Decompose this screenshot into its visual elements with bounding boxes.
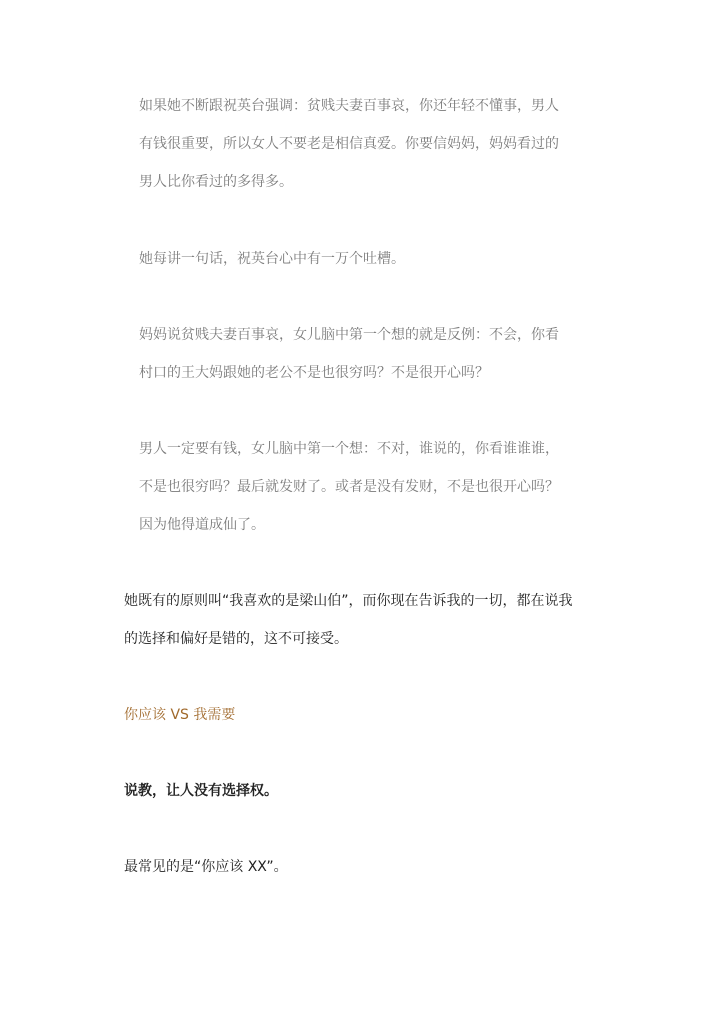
bold-statement: 说教，让人没有选择权。 — [124, 783, 278, 799]
text-line: 不是也很穷吗？最后就发财了。或者是没有发财，不是也很开心吗？ — [139, 479, 559, 495]
text-line: 男人一定要有钱，女儿脑中第一个想：不对，谁说的，你看谁谁谁， — [139, 441, 559, 457]
text-line: 村口的王大妈跟她的老公不是也很穷吗？不是很开心吗？ — [139, 365, 489, 381]
text-line: 如果她不断跟祝英台强调：贫贱夫妻百事哀，你还年轻不懂事，男人 — [139, 98, 559, 114]
text-line: 的选择和偏好是错的，这不可接受。 — [124, 631, 348, 647]
quote-paragraph-4 — [139, 430, 559, 544]
final-line: 最常见的是“你应该 XX”。 — [124, 859, 288, 875]
main-paragraph — [124, 582, 573, 658]
text-line: 男人比你看过的多得多。 — [139, 174, 293, 190]
text-line: 妈妈说贫贱夫妻百事哀，女儿脑中第一个想的就是反例：不会，你看 — [139, 327, 559, 343]
text-line: 她既有的原则叫“我喜欢的是梁山伯”，而你现在告诉我的一切，都在说我 — [124, 593, 573, 609]
text-line: 因为他得道成仙了。 — [139, 517, 265, 533]
quote-paragraph-2 — [139, 240, 405, 278]
quote-paragraph-3 — [139, 316, 559, 392]
text-line: 她每讲一句话，祝英台心中有一万个吐槽。 — [139, 251, 405, 267]
text-line: 有钱很重要，所以女人不要老是相信真爱。你要信妈妈，妈妈看过的 — [139, 136, 559, 152]
quote-paragraph-1 — [139, 87, 559, 201]
section-heading: 你应该 VS 我需要 — [124, 707, 236, 723]
